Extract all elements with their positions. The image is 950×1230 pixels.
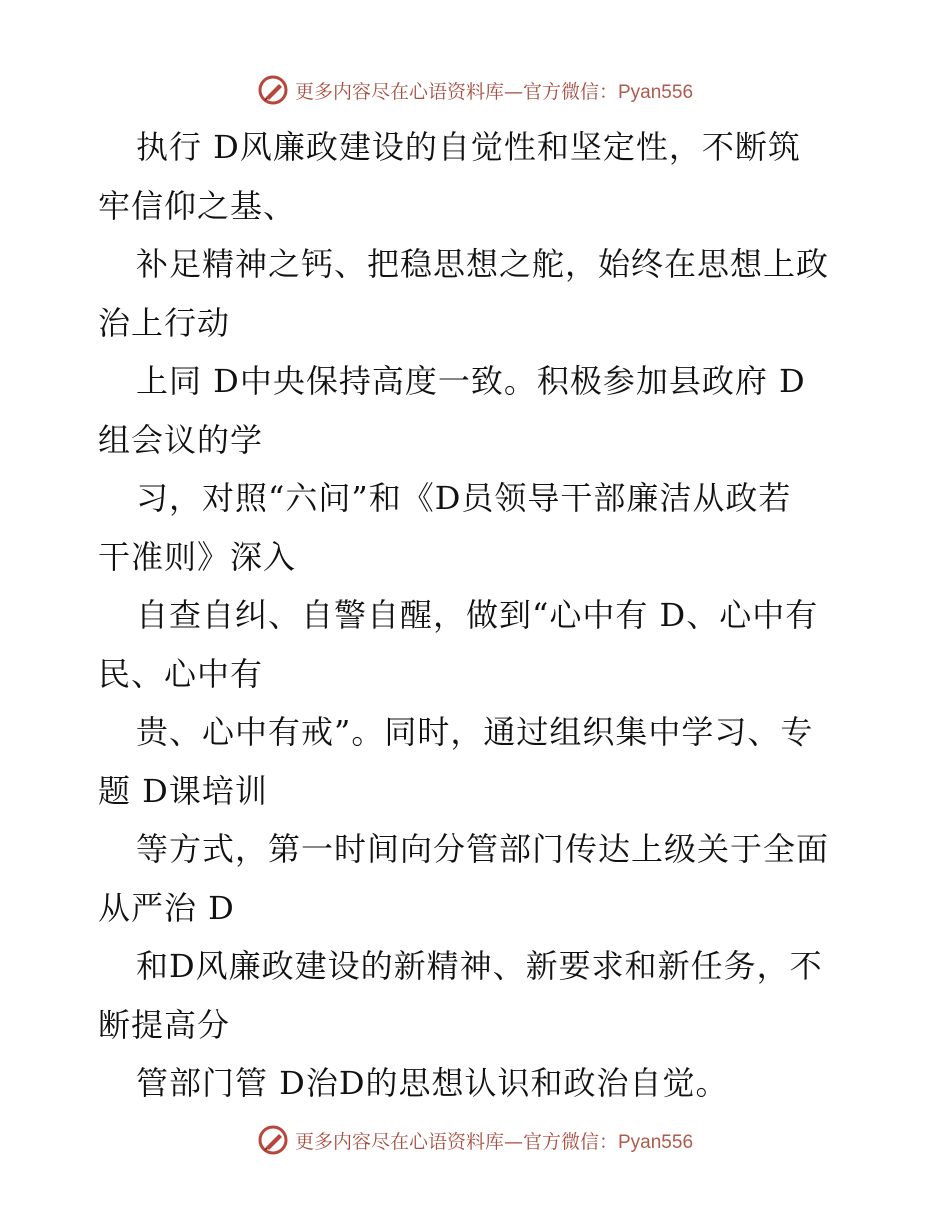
text-line: 题 D课培训 bbox=[98, 771, 268, 810]
text-line: 习，对照“六问”和《D员领导干部廉洁从政若 bbox=[136, 479, 792, 517]
text-line: 贵、心中有戒”。同时，通过组织集中学习、专 bbox=[136, 713, 814, 751]
text-line: 民、心中有 bbox=[98, 654, 264, 693]
text-line: 和D风廉政建设的新精神、新要求和新任务，不 bbox=[136, 947, 823, 985]
text-line: 补足精神之钙、把稳思想之舵，始终在思想上政 bbox=[136, 245, 830, 283]
text-line: 牢信仰之基、 bbox=[98, 186, 297, 225]
watermark-contact: Pyan556 bbox=[618, 1131, 694, 1153]
text-line: 干准则》深入 bbox=[98, 537, 297, 576]
text-line: 执行 D风廉政建设的自觉性和坚定性，不断筑 bbox=[136, 128, 801, 166]
footer-watermark bbox=[0, 1120, 950, 1160]
pen-logo-icon bbox=[257, 1124, 289, 1156]
text-line: 等方式，第一时间向分管部门传达上级关于全面 bbox=[136, 830, 830, 868]
watermark-text: 更多内容尽在心语资料库—官方微信：Pyan556 bbox=[294, 80, 694, 103]
header-watermark bbox=[0, 70, 950, 110]
text-line: 治上行动 bbox=[98, 303, 231, 342]
text-line: 上同 D中央保持高度一致。积极参加县政府 D bbox=[136, 362, 806, 400]
text-line: 从严治 D bbox=[98, 888, 235, 927]
text-line: 自查自纠、自警自醒，做到“心中有 D、心中有 bbox=[136, 596, 819, 634]
document-body bbox=[98, 118, 858, 1113]
text-line: 组会议的学 bbox=[98, 420, 264, 459]
text-line: 管部门管 D治D的思想认识和政治自觉。 bbox=[136, 1064, 729, 1102]
pen-logo-icon bbox=[257, 74, 289, 106]
watermark-contact: Pyan556 bbox=[618, 81, 694, 103]
text-line: 断提高分 bbox=[98, 1005, 231, 1044]
watermark-text: 更多内容尽在心语资料库—官方微信：Pyan556 bbox=[294, 1130, 694, 1153]
